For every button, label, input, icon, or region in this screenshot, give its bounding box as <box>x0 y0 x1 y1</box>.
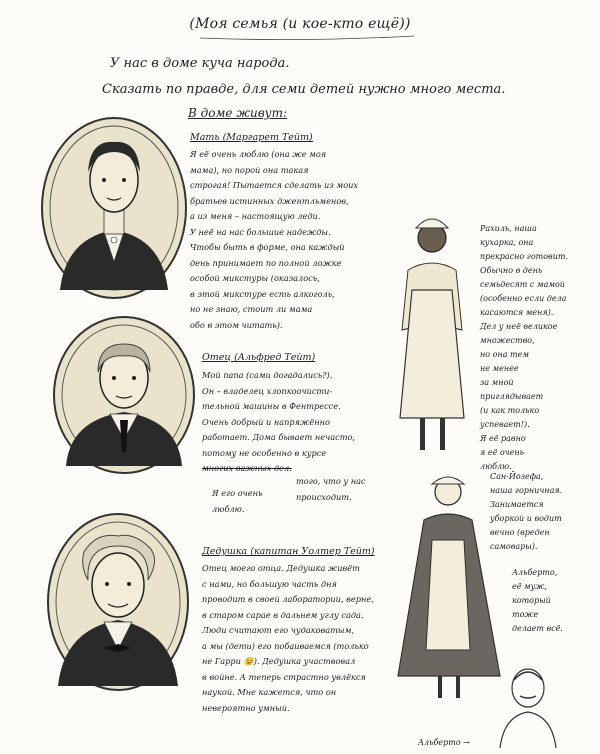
page-title: (Моя семья (и кое-кто ещё)) <box>189 16 411 32</box>
father-heading: Отец (Альфред Тейт) <box>202 352 316 363</box>
intro-line-2: Сказать по правде, для семи детей нужно много места. <box>102 82 506 97</box>
maid-figure <box>398 477 500 698</box>
grandfather-heading: Дедушка (капитан Уолтер Тейт) <box>202 546 375 557</box>
grandfather-text: Отец моего отца. Дедушка живёт с нами, но большую часть дня проводит в своей лаборатории, верне, в старом сарае в дальнем углу сада. Люди считают его чудаковатым, а мы (дети) его побаиваемся (только не Гарри 😉). Дедушка участвовал в войне. А теперь страстно увлёкся наукой. Мне кажется, что он невероятно умный. <box>202 563 374 713</box>
grandfather-portrait <box>48 514 188 690</box>
intro-line-1: У нас в доме куча народа. <box>110 56 290 71</box>
father-struck-text: многих важных дел. <box>202 463 292 473</box>
alberto-label: Альберто → <box>418 738 470 747</box>
cook-note: Рахиль, наша кухарка, она прекрасно готовит. Обычно в день семьдесят с мамой (особенно если дела касаются меня). Дел у неё великое множество, но она тем не менее за мной приглядывает (и как только успевает!). Я её равно я её очень люблю. <box>480 224 568 471</box>
father-side-note: того, что у нас происходит. <box>296 476 366 502</box>
alberto-sketch <box>500 669 556 748</box>
father-side-note-2: Я его очень люблю. <box>212 488 263 514</box>
who-lives-heading: В доме живут: <box>188 106 288 120</box>
cook-figure <box>400 219 464 450</box>
alberto-note: Альберто, её муж, который тоже делает всё. <box>512 568 563 633</box>
maid-note: Сан-Йозефа, наша горничная. Занимается уборкой и водит вечно (вреден самовары). <box>490 472 563 551</box>
mother-text: Я её очень люблю (она же моя мама), но порой она такая строгая! Пытается сделать из моих братьев истинных джентльменов, а из меня – настоящую леди. У неё на нас большие надежды. Чтобы быть в форме, она каждый день принимает по полной ложке особой микстуры (оказалось, в этой микстуре есть алкоголь, но не знаю, стоит ли мама обо в этом читать). <box>190 149 359 330</box>
mother-heading: Мать (Маргарет Тейт) <box>190 132 313 143</box>
father-text: Мой папа (сами догадались?). Он – владелец хлопкоочисти- тельной машины в Фентрессе. Очень добрый и напряжённо работает. Дома бывает нечасто, потому не особенно в курсе <box>202 370 355 458</box>
father-portrait <box>54 317 194 473</box>
mother-portrait <box>42 118 186 298</box>
